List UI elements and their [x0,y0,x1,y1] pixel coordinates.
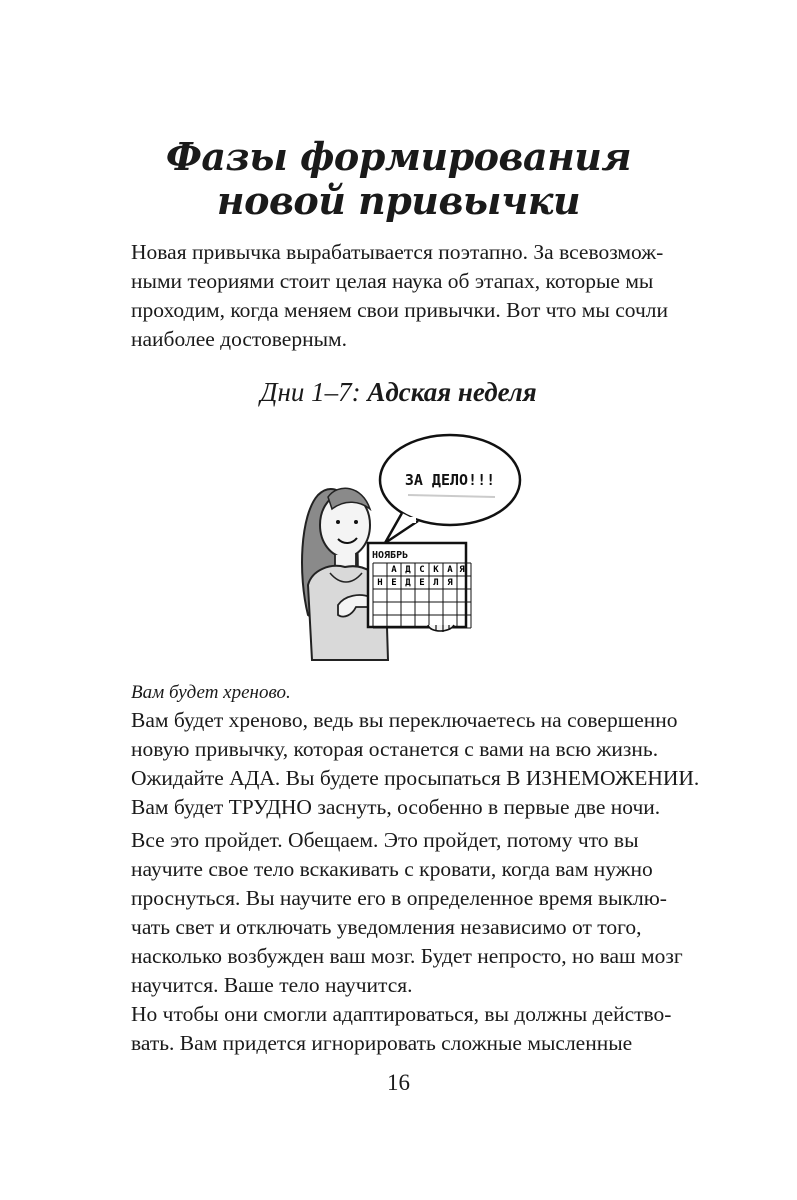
text-line: научите свое тело вскакивать с кровати, когда вам нужно [131,857,653,881]
text-line: чать свет и отключать уведомления независимо от того, [131,915,642,939]
calendar-cell: Е [419,578,425,588]
text-line: Все это пройдет. Обещаем. Это пройдет, потому что вы [131,828,639,852]
text-line: Новая привычка вырабатывается поэтапно. За всевозмож- [131,240,664,264]
chapter-title-line-2: новой привычки [216,178,581,223]
text-line: проходим, когда меняем свои привычки. Вот что мы сочли [131,298,668,322]
calendar-cell: Д [405,578,411,588]
text-line: ными теориями стоит целая наука об этапах, которые мы [131,269,654,293]
text-line: Но чтобы они смогли адаптироваться, вы должны действо- [131,1002,672,1026]
paragraph-1 [131,706,700,822]
section-heading [0,375,797,409]
calendar [368,543,471,632]
calendar-month: НОЯБРЬ [372,550,409,561]
paragraph-3 [131,1000,691,1058]
calendar-cell: Л [433,578,439,588]
calendar-cell: К [433,565,439,575]
calendar-cell: Е [391,578,397,588]
text-line: Вам будет ТРУДНО заснуть, особенно в первые две ночи. [131,795,661,819]
calendar-cell: Я [459,565,465,575]
paragraph-2 [131,826,691,1000]
calendar-cell: А [447,565,453,575]
text-line: наиболее достоверным. [131,327,348,351]
intro-paragraph [131,238,691,354]
section-title: Адская неделя [367,377,537,407]
text-line: насколько возбужден ваш мозг. Будет непросто, но ваш мозг [131,944,683,968]
calendar-cell: Я [447,578,453,588]
text-line: вать. Вам придется игнорировать сложные мысленные [131,1031,633,1055]
page-number: 16 [387,1070,410,1095]
woman-with-calendar-illustration [290,425,530,665]
chapter-title-line-1: Фазы формирования [165,134,632,179]
text-line: Вам будет хреново, ведь вы переключаетесь на совершенно [131,708,678,732]
calendar-cell: Н [377,578,383,588]
text-line: проснуться. Вы научите его в определенное время выклю- [131,886,667,910]
lead-sentence: Вам будет хреново. [131,682,291,703]
speech-text: ЗА ДЕЛО!!! [404,471,496,489]
text-line: новую привычку, которая останется с вами на всю жизнь. [131,737,659,761]
text-line: Ожидайте АДА. Вы будете просыпаться В ИЗНЕМОЖЕНИИ. [131,766,700,790]
calendar-cell: А [391,565,397,575]
calendar-cell: С [419,565,425,575]
text-line: научится. Ваше тело научится. [131,973,413,997]
calendar-cell: Д [405,565,411,575]
section-days-label: Дни 1–7: [260,377,361,407]
